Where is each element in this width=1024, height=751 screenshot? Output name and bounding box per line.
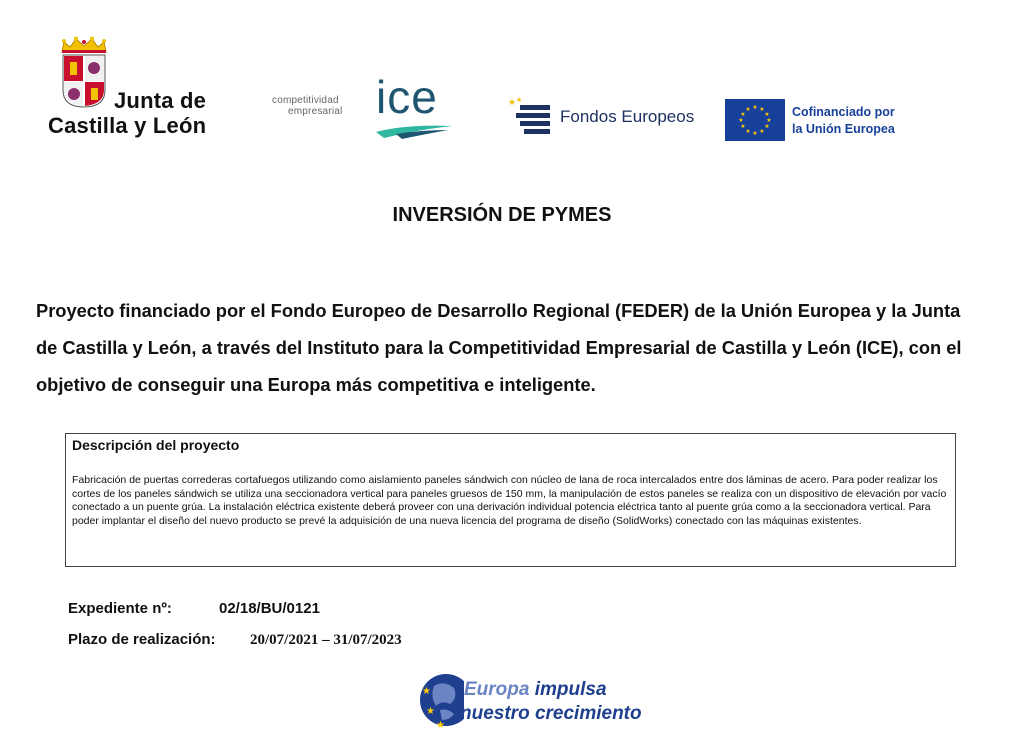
expediente-value: 02/18/BU/0121 — [219, 600, 320, 617]
jcyl-line-2: Castilla y León — [48, 113, 207, 138]
impulsa-word: impulsa — [534, 679, 607, 700]
europa-impulsa-logo — [420, 670, 660, 732]
svg-text:★: ★ — [759, 128, 765, 135]
project-description-box — [65, 433, 956, 567]
europe-globe-icon — [420, 670, 464, 732]
ice-wordmark: ice — [376, 71, 438, 123]
intro-paragraph: Proyecto financiado por el Fondo Europeo de Desarrollo Regional (FEDER) de la Unión Europea y la Junta de Castilla y León, a través del Instituto para la Competitividad Empresarial de Castilla y León (ICE), con el objetivo de conseguir una Europa más competitiva e inteligente. — [36, 300, 962, 395]
castilla-leon-coat-of-arms-icon — [62, 54, 106, 108]
page-title: INVERSIÓN DE PYMES — [392, 204, 612, 226]
svg-text:★: ★ — [764, 123, 770, 130]
plazo-value: 20/07/2021 – 31/07/2023 — [250, 632, 402, 648]
svg-text:★: ★ — [759, 106, 765, 113]
jcyl-line-1: Junta de — [114, 88, 207, 113]
description-heading: Descripción del proyecto — [72, 437, 240, 453]
fondos-europeos-label: Fondos Europeos — [560, 107, 695, 126]
eu-line-1: Cofinanciado por — [792, 105, 895, 119]
svg-text:★: ★ — [508, 98, 517, 108]
fondos-europeos-logo — [506, 96, 696, 136]
europa-line-1 — [464, 679, 607, 701]
europa-line-2: nuestro crecimiento — [460, 703, 642, 724]
description-text: Fabricación de puertas correderas cortafuegos utilizando como aislamiento paneles sándwich con núcleo de lana de roca intercalados entre dos láminas de acero. Para poder realizar los cortes de los paneles sándwich se utiliza una seccionadora vertical para paneles gruesos de 150 mm, la manipulación de estos paneles se realiza con un dispositivo de elevación por vacío conectado a un puente grúa. La instalación eléctrica existente deberá proveer con una derivación individual potencia eléctrica tanto al puente grúa como a la seccionadora vertical. Para poder implantar el diseño del nuevo producto se prevé la adquisición de una nueva licencia del programa de diseño (SolidWorks) conectado con las máquinas existentes. — [72, 474, 947, 527]
crown-icon — [60, 36, 108, 54]
svg-text:★: ★ — [764, 111, 770, 118]
svg-text:★: ★ — [752, 130, 758, 137]
plazo-label: Plazo de realización: — [68, 631, 216, 648]
expediente-label: Expediente nº: — [68, 600, 172, 617]
svg-text:★: ★ — [740, 111, 746, 118]
svg-text:★: ★ — [745, 106, 751, 113]
svg-text:★: ★ — [752, 104, 758, 111]
eu-cofinancing-logo — [725, 99, 920, 144]
ice-swoosh-icon — [376, 122, 452, 140]
svg-text:★: ★ — [738, 117, 744, 124]
svg-text:★: ★ — [516, 96, 523, 104]
europa-word: Europa — [464, 679, 530, 700]
ice-tagline-2: empresarial — [288, 106, 343, 117]
eu-line-2: la Unión Europea — [792, 122, 895, 136]
ice-logo — [272, 71, 457, 144]
svg-text:★: ★ — [426, 706, 435, 717]
svg-text:★: ★ — [766, 117, 772, 124]
junta-castilla-leon-logo — [48, 36, 223, 140]
eu-flag-icon — [725, 99, 785, 141]
svg-text:★: ★ — [436, 720, 445, 731]
svg-text:★: ★ — [422, 686, 431, 697]
svg-text:★: ★ — [740, 123, 746, 130]
svg-text:★: ★ — [745, 128, 751, 135]
ice-tagline-1: competitividad — [272, 95, 339, 106]
eu-funds-stripes-icon — [506, 96, 556, 136]
